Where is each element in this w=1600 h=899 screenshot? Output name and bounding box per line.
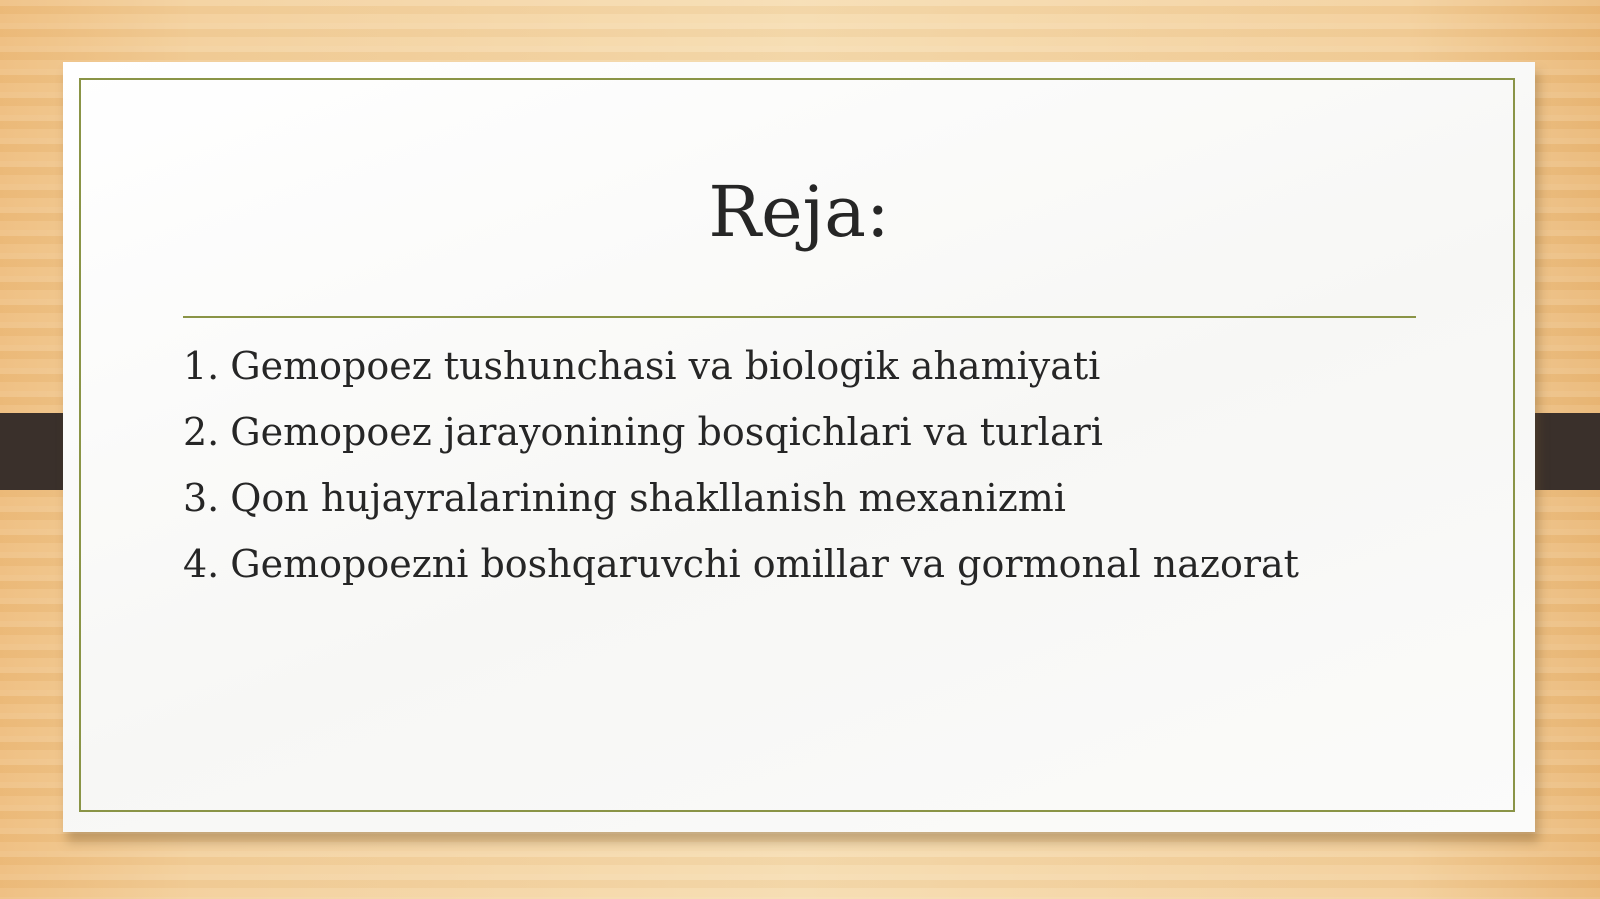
agenda-item	[183, 538, 1299, 604]
agenda-item-number: 1.	[183, 344, 220, 388]
agenda-list	[183, 340, 1299, 604]
agenda-item-number: 4.	[183, 542, 220, 586]
agenda-item-text: Gemopoez jarayonining bosqichlari va turlari	[230, 410, 1103, 454]
agenda-item	[183, 406, 1299, 472]
agenda-item-text: Gemopoez tushunchasi va biologik ahamiyati	[230, 344, 1101, 388]
agenda-item-number: 2.	[183, 410, 220, 454]
slide-title: Reja:	[708, 171, 890, 253]
agenda-item-text: Gemopoezni boshqaruvchi omillar va gormonal nazorat	[230, 542, 1299, 586]
agenda-item-text: Qon hujayralarining shakllanish mexanizmi	[230, 476, 1066, 520]
agenda-item	[183, 472, 1299, 538]
title-divider	[183, 316, 1416, 318]
agenda-item-number: 3.	[183, 476, 220, 520]
agenda-item	[183, 340, 1299, 406]
